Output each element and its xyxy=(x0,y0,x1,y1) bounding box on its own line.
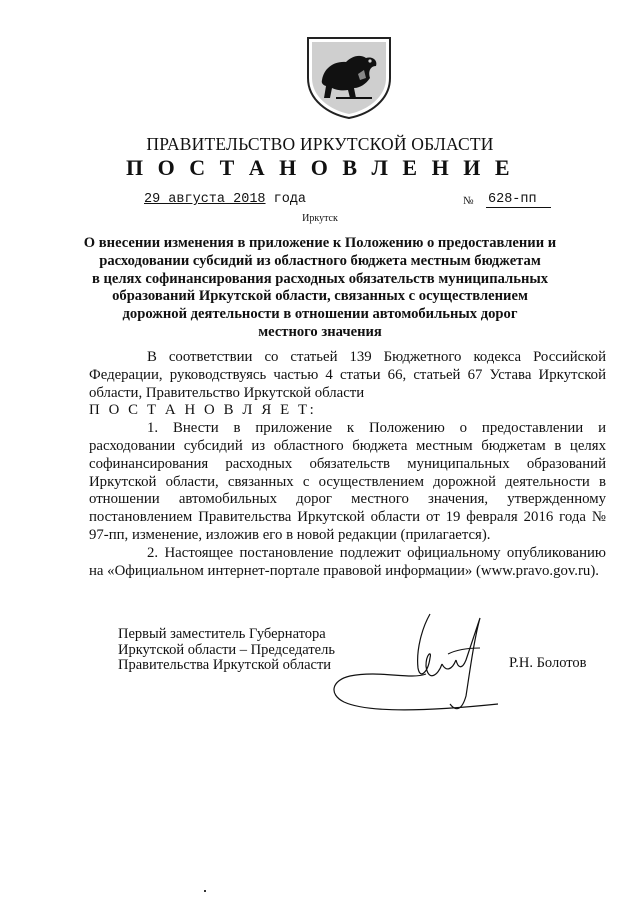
title-line: О внесении изменения в приложение к Положению о предоставлении и xyxy=(83,235,557,251)
signatory-position xyxy=(118,627,335,674)
document-date xyxy=(144,192,306,207)
title-line: расходовании субсидий из областного бюджета местным бюджетам xyxy=(99,252,541,269)
position-line: Правительства Иркутской области xyxy=(118,657,332,673)
irkutsk-coat-of-arms-icon xyxy=(300,34,398,120)
document-title xyxy=(80,235,560,342)
preamble-paragraph: В соответствии со статьей 139 Бюджетного кодекса Российской Федерации, руководствуясь частью 4 статьи 66, статьей 67 Устава Иркутской области, Правительство Иркутской области xyxy=(89,349,606,401)
item-1-paragraph: 1. Внести в приложение к Положению о предоставлении и расходовании субсидий из областного бюджета местным бюджетам в целях софинансирования расходных обязательств муниципальных образований Иркутской области, связанных с осуществлением дорожной деятельности в отношении автомобильных дорог местного значения, утвержденному постановлением Правительства Иркутской области от 19 февраля 2016 года № 97-пп, изменение, изложив его в новой редакции (прилагается). xyxy=(89,420,606,543)
document-number xyxy=(486,192,551,207)
decree-word: П О С Т А Н О В Л Я Е Т: xyxy=(89,402,317,419)
number-label: № xyxy=(463,195,474,207)
number-value: 628-пп xyxy=(486,192,551,208)
handwritten-signature xyxy=(330,610,500,720)
date-value: 29 августа 2018 xyxy=(144,192,266,207)
title-line: дорожной деятельности в отношении автомобильных дорог xyxy=(122,306,518,323)
government-name: ПРАВИТЕЛЬСТВО ИРКУТСКОЙ ОБЛАСТИ xyxy=(146,134,494,154)
position-line: Иркутской области – Председатель xyxy=(118,641,335,658)
scan-speck xyxy=(204,890,206,892)
signatory-name: Р.Н. Болотов xyxy=(509,655,587,671)
item-2-paragraph: 2. Настоящее постановление подлежит официальному опубликованию на «Официальном интернет-портале правовой информации» (www.pravo.gov.ru). xyxy=(89,544,606,579)
city: Иркутск xyxy=(302,213,338,224)
title-line: образований Иркутской области, связанных с осуществлением xyxy=(112,288,528,305)
date-suffix: года xyxy=(265,192,307,207)
title-line: в целях софинансирования расходных обязательств муниципальных xyxy=(91,270,549,287)
title-line: местного значения xyxy=(258,323,382,340)
document-type: П О С Т А Н О В Л Е Н И Е xyxy=(125,155,515,180)
document-body xyxy=(89,349,606,580)
position-line: Первый заместитель Губернатора xyxy=(118,626,326,642)
